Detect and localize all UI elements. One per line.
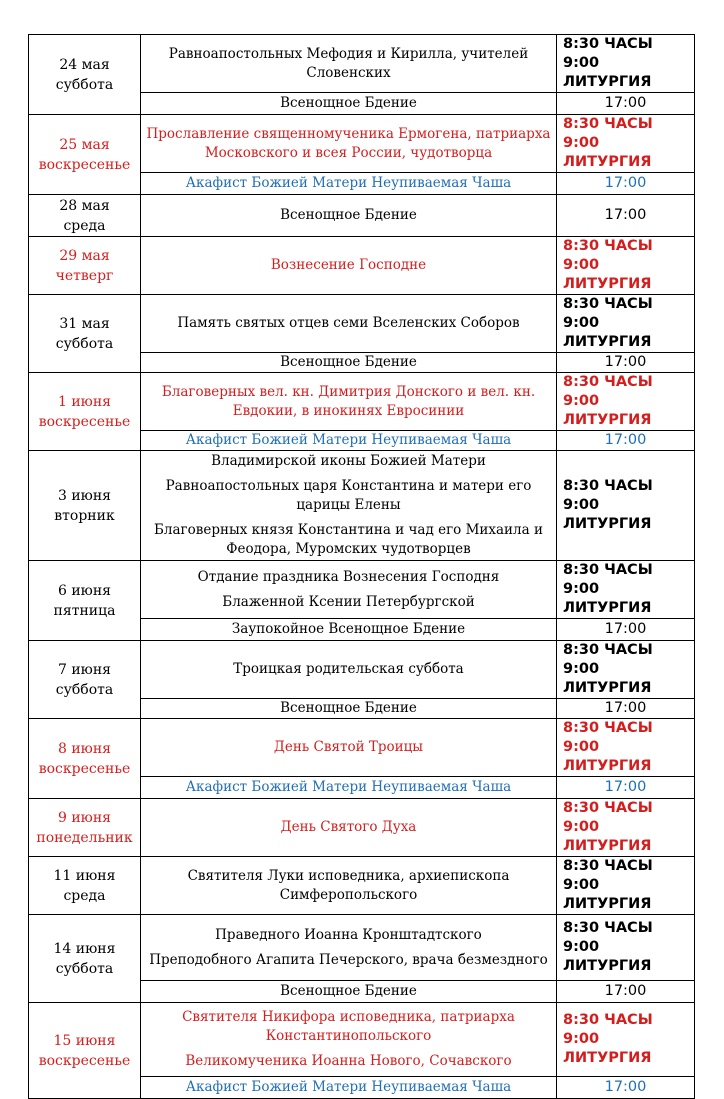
- service-time: 8:30 ЧАСЫ: [563, 858, 653, 874]
- schedule-body: [29, 35, 695, 1099]
- evening-time-cell: [557, 93, 695, 115]
- evening-service-time: 17:00: [604, 700, 647, 716]
- schedule-row: [29, 295, 695, 353]
- event-cell: [141, 719, 557, 777]
- date-label: 28 мая: [59, 197, 110, 214]
- date-cell: [29, 799, 141, 857]
- date-label: 14 июня: [53, 940, 116, 957]
- date-label: 6 июня: [57, 582, 112, 599]
- service-time: 8:30 ЧАСЫ: [563, 36, 653, 52]
- evening-time-cell: [557, 431, 695, 451]
- evening-time-cell: [557, 619, 695, 641]
- service-time: 9:00 ЛИТУРГИЯ: [563, 497, 652, 532]
- evening-service-title: Заупокойное Всенощное Бдение: [231, 621, 466, 637]
- event-title: День Святого Духа: [280, 819, 417, 835]
- date-label: 9 июня: [57, 809, 112, 826]
- service-time: 8:30 ЧАСЫ: [563, 478, 653, 494]
- schedule-row: [29, 373, 695, 431]
- time-cell: [557, 719, 695, 777]
- service-time: 8:30 ЧАСЫ: [563, 116, 653, 132]
- evening-time-cell: [557, 353, 695, 373]
- service-schedule-table: [28, 34, 695, 1099]
- event-cell: [141, 641, 557, 699]
- event-title: Троицкая родительская суббота: [233, 661, 464, 677]
- service-time: 9:00 ЛИТУРГИЯ: [563, 1031, 652, 1066]
- evening-time-cell: [557, 173, 695, 195]
- event-title: Благоверных вел. кн. Димитрия Донского и вел. кн. Евдокии, в инокинях Евросинии: [161, 383, 536, 419]
- time-cell: [557, 641, 695, 699]
- time-cell: [557, 561, 695, 619]
- event-title: Святителя Никифора исповедника, патриарха Константинопольского: [182, 1009, 515, 1044]
- evening-service-cell: [141, 619, 557, 641]
- event-title: Великомученика Иоанна Нового, Сочавского: [185, 1053, 512, 1069]
- time-cell: [557, 373, 695, 431]
- event-title: Благоверных князя Константина и чад его Михаила и Феодора, Муромских чудотворцев: [154, 522, 543, 557]
- date-label: 7 июня: [57, 661, 112, 678]
- schedule-row: [29, 857, 695, 915]
- evening-service-time: 17:00: [604, 432, 647, 448]
- evening-service-cell: [141, 93, 557, 115]
- service-time: 8:30 ЧАСЫ: [563, 1012, 653, 1028]
- event-title: Отдание праздника Вознесения Господня: [197, 568, 500, 585]
- service-time: 9:00 ЛИТУРГИЯ: [563, 661, 652, 696]
- evening-service-title: Акафист Божией Матери Неупиваемая Чаша: [185, 432, 512, 448]
- date-cell: [29, 1003, 141, 1099]
- weekday-label: понедельник: [36, 829, 133, 846]
- evening-service-time: 17:00: [604, 354, 647, 370]
- evening-time-cell: [557, 699, 695, 719]
- date-cell: [29, 35, 141, 115]
- service-time: 9:00 ЛИТУРГИЯ: [563, 55, 652, 90]
- event-cell: [141, 35, 557, 93]
- weekday-label: среда: [63, 887, 106, 904]
- event-cell: [141, 857, 557, 915]
- evening-service-title: Акафист Божией Матери Неупиваемая Чаша: [185, 1079, 512, 1095]
- service-time: 9:00 ЛИТУРГИЯ: [563, 135, 652, 170]
- evening-service-title: Всенощное Бдение: [280, 95, 417, 111]
- event-cell: [141, 373, 557, 431]
- schedule-row: [29, 451, 695, 561]
- time-cell: [557, 115, 695, 173]
- event-cell: [141, 561, 557, 619]
- time-cell: [557, 451, 695, 561]
- event-cell: [141, 195, 557, 237]
- evening-service-title: Всенощное Бдение: [280, 983, 417, 999]
- date-label: 1 июня: [57, 393, 112, 410]
- time-cell: [557, 857, 695, 915]
- evening-service-time: 17:00: [604, 621, 647, 637]
- date-label: 25 мая: [59, 136, 110, 153]
- event-cell: [141, 799, 557, 857]
- date-cell: [29, 719, 141, 799]
- event-title: Равноапостольных Мефодия и Кирилла, учителей Словенских: [168, 45, 529, 81]
- time-cell: [557, 915, 695, 981]
- schedule-row: [29, 195, 695, 237]
- date-label: 24 мая: [59, 56, 110, 73]
- event-cell: [141, 1003, 557, 1077]
- evening-service-time: 17:00: [604, 175, 647, 191]
- evening-time-cell: [557, 1077, 695, 1099]
- evening-service-time: 17:00: [604, 779, 647, 795]
- weekday-label: среда: [63, 217, 106, 234]
- event-title: Блаженной Ксении Петербургской: [222, 593, 475, 610]
- schedule-row: [29, 799, 695, 857]
- service-time: 8:30 ЧАСЫ: [563, 720, 653, 736]
- service-time: 8:30 ЧАСЫ: [563, 296, 653, 312]
- event-title: Святителя Луки исповедника, архиепископа Симферопольского: [187, 867, 510, 903]
- event-cell: [141, 115, 557, 173]
- event-cell: [141, 295, 557, 353]
- weekday-label: суббота: [55, 335, 114, 352]
- service-time: 8:30 ЧАСЫ: [563, 920, 653, 936]
- weekday-label: воскресенье: [38, 760, 131, 777]
- event-title: Владимирской иконы Божией Матери: [211, 453, 486, 469]
- service-time: 9:00 ЛИТУРГИЯ: [563, 939, 652, 974]
- evening-service-cell: [141, 981, 557, 1003]
- service-time: 9:00 ЛИТУРГИЯ: [563, 819, 652, 854]
- date-cell: [29, 195, 141, 237]
- event-title: Память святых отцев семи Вселенских Соборов: [177, 315, 520, 331]
- weekday-label: воскресенье: [38, 156, 131, 173]
- date-cell: [29, 915, 141, 1003]
- schedule-row: [29, 237, 695, 295]
- weekday-label: пятница: [53, 602, 116, 619]
- event-cell: [141, 915, 557, 981]
- evening-service-title: Всенощное Бдение: [280, 354, 417, 370]
- evening-service-cell: [141, 1077, 557, 1099]
- weekday-label: четверг: [55, 267, 114, 284]
- evening-service-cell: [141, 353, 557, 373]
- weekday-label: суббота: [55, 681, 114, 698]
- weekday-label: воскресенье: [38, 413, 131, 430]
- event-title: Праведного Иоанна Кронштадтского: [215, 926, 482, 943]
- date-cell: [29, 451, 141, 561]
- event-title: День Святой Троицы: [273, 739, 424, 755]
- evening-service-cell: [141, 699, 557, 719]
- evening-service-title: Акафист Божией Матери Неупиваемая Чаша: [185, 779, 512, 795]
- service-time: 9:00 ЛИТУРГИЯ: [563, 393, 652, 428]
- service-time: 8:30 ЧАСЫ: [563, 642, 653, 658]
- service-time: 8:30 ЧАСЫ: [563, 562, 653, 578]
- weekday-label: воскресенье: [38, 1052, 131, 1069]
- service-time: 9:00 ЛИТУРГИЯ: [563, 315, 652, 350]
- service-time: 9:00 ЛИТУРГИЯ: [563, 581, 652, 616]
- date-cell: [29, 561, 141, 641]
- schedule-row: [29, 1003, 695, 1077]
- event-cell: [141, 237, 557, 295]
- date-label: 11 июня: [53, 867, 116, 884]
- schedule-row: [29, 719, 695, 777]
- date-cell: [29, 857, 141, 915]
- event-title: Прославление священномученика Ермогена, патриарха Московского и всея России, чудотворца: [146, 125, 551, 161]
- date-cell: [29, 373, 141, 451]
- evening-service-time: 17:00: [604, 1079, 647, 1095]
- evening-service-time: 17:00: [604, 95, 647, 111]
- date-label: 15 июня: [53, 1032, 116, 1049]
- service-time: 8:30 ЧАСЫ: [563, 374, 653, 390]
- evening-service-cell: [141, 431, 557, 451]
- time-cell: [557, 195, 695, 237]
- service-time: 8:30 ЧАСЫ: [563, 800, 653, 816]
- time-cell: [557, 1003, 695, 1077]
- service-time: 9:00 ЛИТУРГИЯ: [563, 257, 652, 292]
- weekday-label: суббота: [55, 76, 114, 93]
- date-label: 3 июня: [57, 487, 112, 504]
- evening-service-cell: [141, 777, 557, 799]
- service-time: 9:00 ЛИТУРГИЯ: [563, 739, 652, 774]
- service-time: 8:30 ЧАСЫ: [563, 238, 653, 254]
- schedule-row: [29, 915, 695, 981]
- weekday-label: вторник: [54, 507, 115, 524]
- event-cell: [141, 451, 557, 561]
- date-label: 31 мая: [59, 315, 110, 332]
- date-label: 8 июня: [57, 740, 112, 757]
- time-cell: [557, 295, 695, 353]
- schedule-row: [29, 561, 695, 619]
- time-cell: [557, 237, 695, 295]
- date-cell: [29, 295, 141, 373]
- weekday-label: суббота: [55, 960, 114, 977]
- event-title: Равноапостольных царя Константина и матери его царицы Елены: [165, 478, 532, 513]
- evening-service-time: 17:00: [604, 983, 647, 999]
- evening-service-title: Всенощное Бдение: [280, 700, 417, 716]
- time-cell: [557, 799, 695, 857]
- evening-time-cell: [557, 777, 695, 799]
- schedule-row: [29, 641, 695, 699]
- time-cell: [557, 35, 695, 93]
- event-title: Преподобного Агапита Печерского, врача безмездного: [149, 951, 548, 968]
- event-title: Вознесение Господне: [270, 257, 427, 273]
- service-time: 9:00 ЛИТУРГИЯ: [563, 877, 652, 912]
- evening-service-title: Акафист Божией Матери Неупиваемая Чаша: [185, 175, 512, 191]
- service-time: 17:00: [604, 207, 647, 223]
- date-label: 29 мая: [59, 247, 110, 264]
- date-cell: [29, 115, 141, 195]
- evening-time-cell: [557, 981, 695, 1003]
- evening-service-cell: [141, 173, 557, 195]
- date-cell: [29, 641, 141, 719]
- date-cell: [29, 237, 141, 295]
- event-title: Всенощное Бдение: [280, 207, 417, 223]
- schedule-row: [29, 115, 695, 173]
- schedule-row: [29, 35, 695, 93]
